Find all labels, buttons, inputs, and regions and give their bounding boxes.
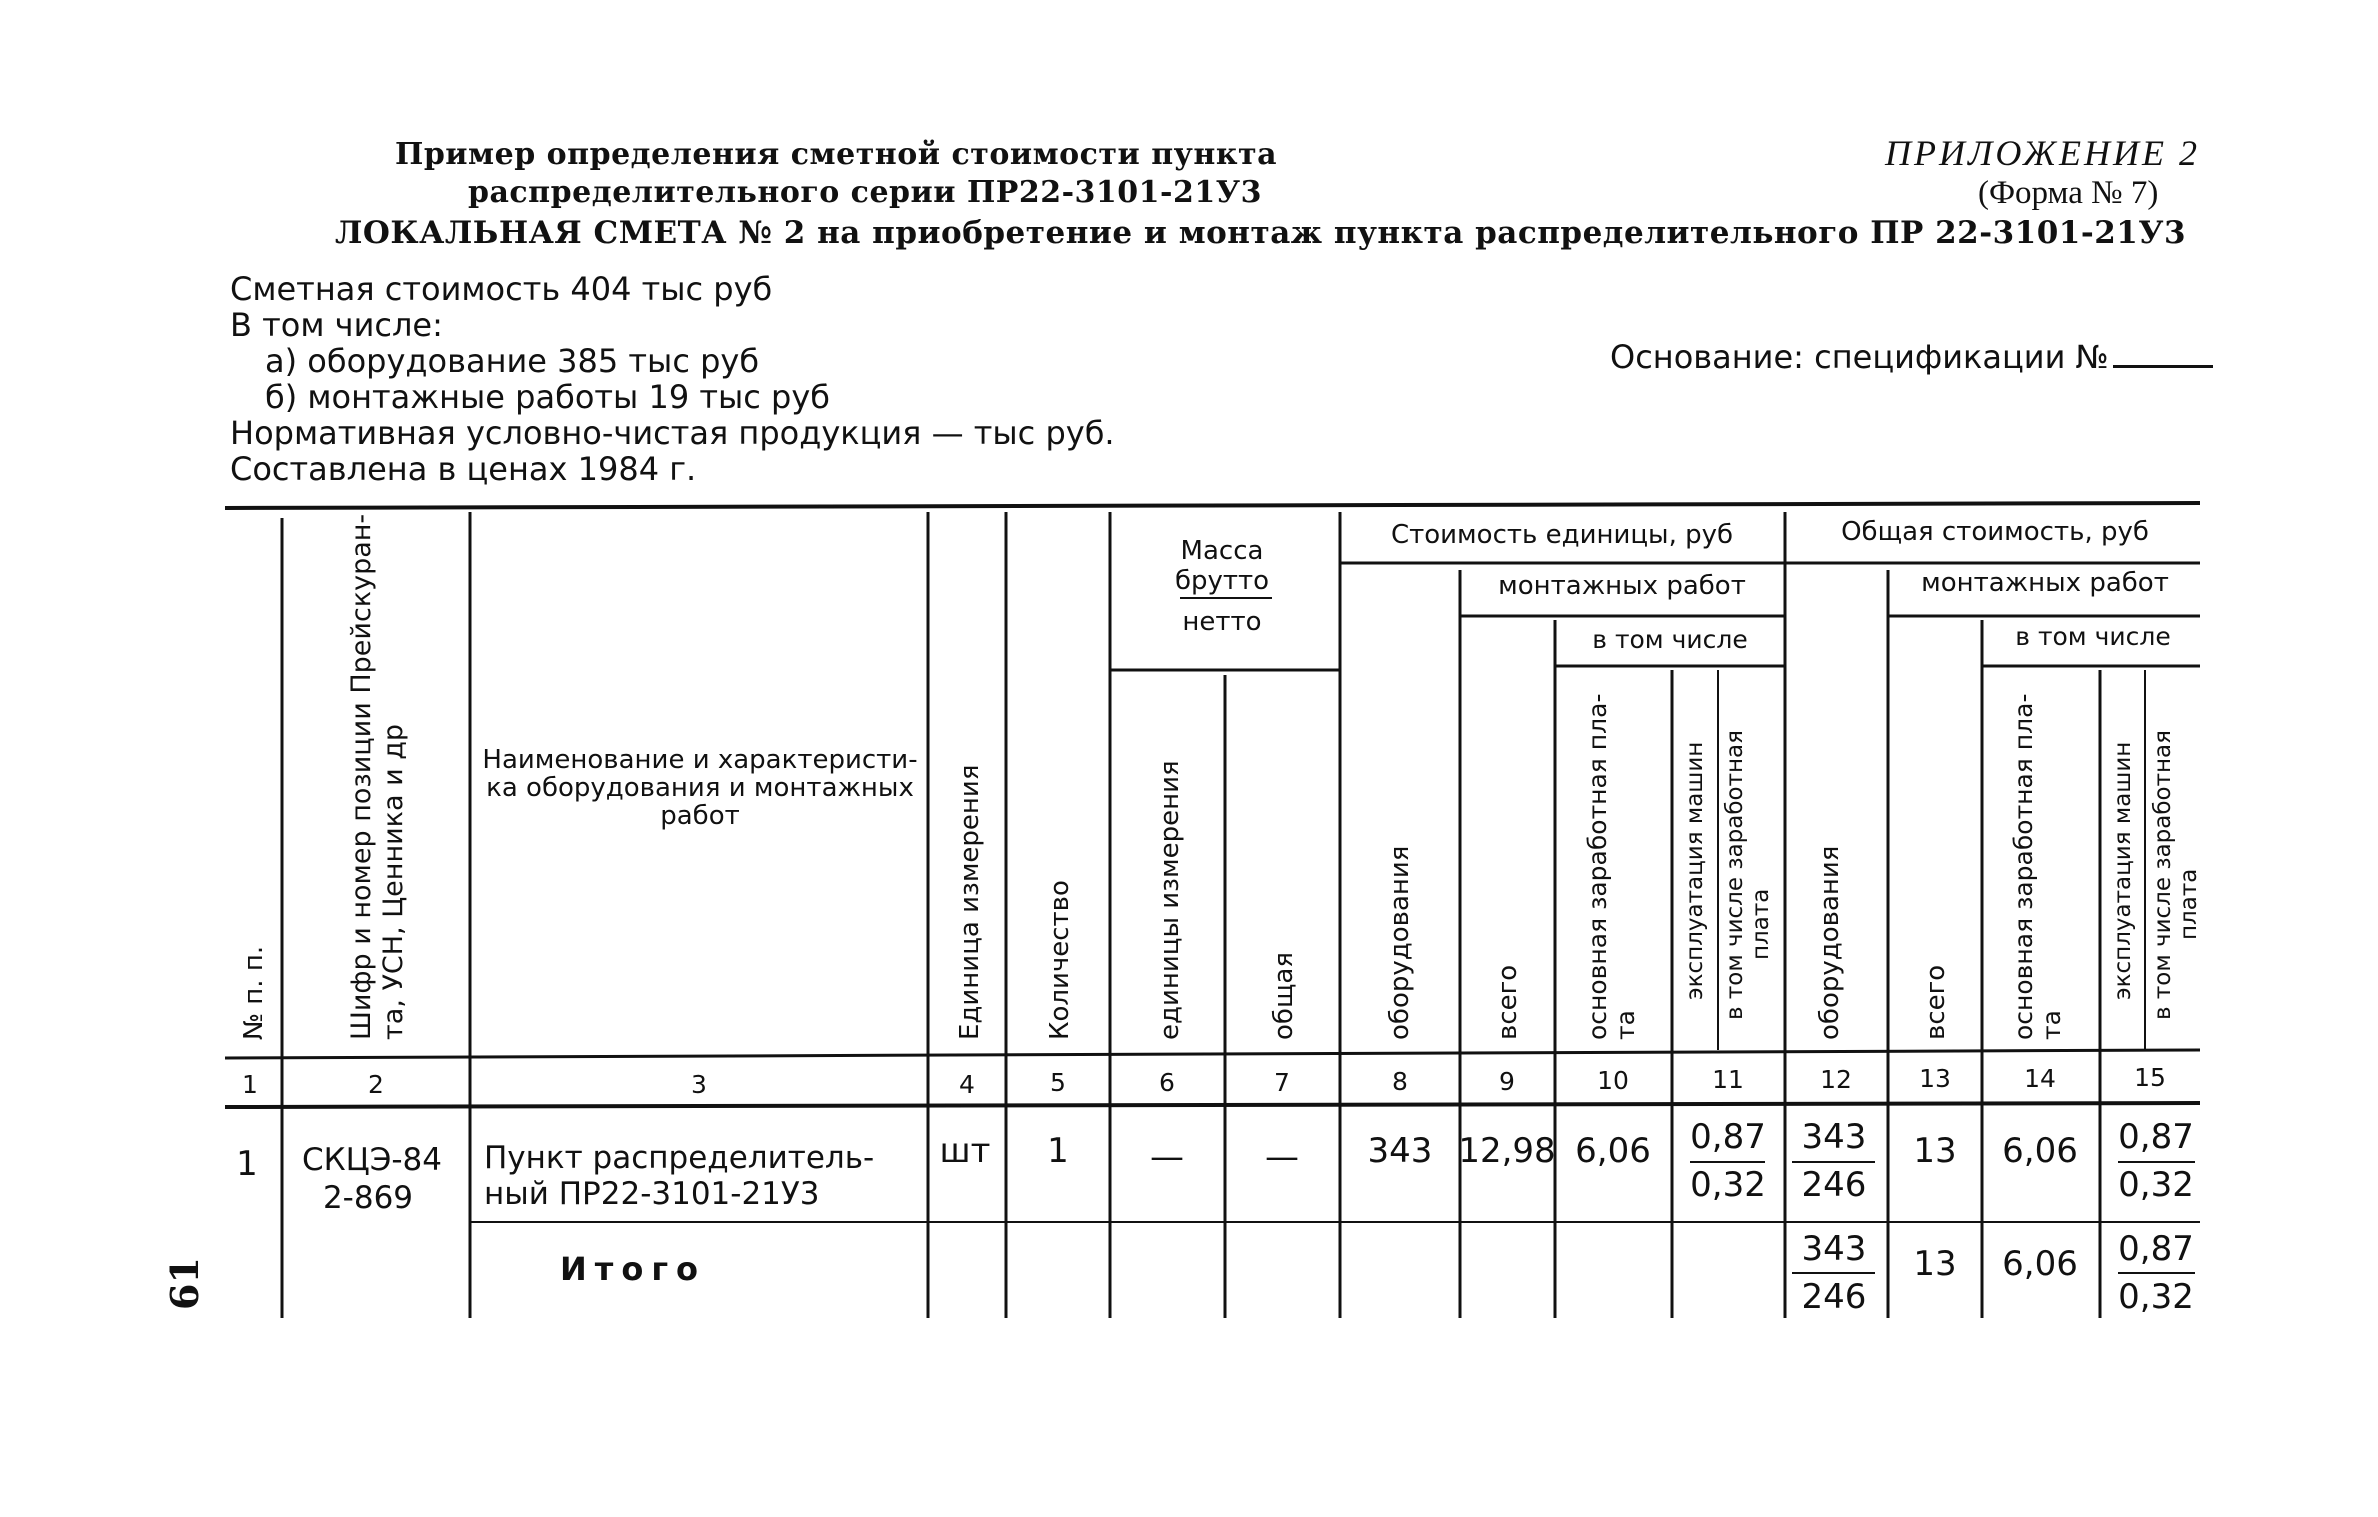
row1-total-mach-top: 0,87 bbox=[2118, 1117, 2194, 1157]
page-number: 61 bbox=[162, 1257, 207, 1310]
total-mach-wage-header-line2: плата bbox=[2176, 868, 2202, 940]
unit-header: Единица измерения bbox=[955, 764, 985, 1040]
example-title-line1: Пример определения сметной стоимости пункта bbox=[395, 137, 1278, 172]
unit-cost-header: Стоимость единицы, руб bbox=[1390, 520, 1734, 550]
total-mach-top: 0,87 bbox=[2118, 1229, 2194, 1269]
total-wage-header-line2: та bbox=[2037, 1010, 2066, 1040]
total-all: 13 bbox=[1913, 1244, 1957, 1284]
form-label: (Форма № 7) bbox=[1978, 175, 2159, 211]
col-number: 3 bbox=[691, 1070, 707, 1099]
row1-mass-total: — bbox=[1265, 1137, 1299, 1177]
col-number: 8 bbox=[1392, 1067, 1408, 1096]
name-header-line3: работ bbox=[660, 801, 740, 831]
total-equip-top: 343 bbox=[1801, 1229, 1867, 1269]
col-number: 13 bbox=[1919, 1064, 1951, 1093]
estimated-cost: Сметная стоимость 404 тыс руб bbox=[230, 270, 773, 308]
row1-num: 1 bbox=[236, 1144, 258, 1184]
row1-qty: 1 bbox=[1047, 1131, 1069, 1171]
row1-code-line1: СКЦЭ-84 bbox=[302, 1142, 442, 1178]
row1-mass-unit: — bbox=[1150, 1137, 1184, 1177]
unit-equip-header: оборудования bbox=[1385, 845, 1415, 1040]
mass-header-line3: нетто bbox=[1182, 607, 1262, 637]
total-mach-bottom: 0,32 bbox=[2118, 1277, 2194, 1317]
unit-mach-header: эксплуатация машин bbox=[1682, 741, 1708, 1000]
unit-wage-header-line1: основная заработная пла- bbox=[1583, 693, 1612, 1040]
unit-mach-wage-header-line2: плата bbox=[1748, 888, 1774, 960]
row1-unit-mach-top: 0,87 bbox=[1690, 1117, 1766, 1157]
total-incl-header: в том числе bbox=[2015, 622, 2171, 651]
total-mach-header: эксплуатация машин bbox=[2110, 741, 2136, 1000]
appendix-label: ПРИЛОЖЕНИЕ 2 bbox=[1885, 133, 2200, 173]
prices-year: Составлена в ценах 1984 г. bbox=[230, 450, 697, 488]
row1-unit: шт bbox=[939, 1131, 991, 1171]
col-number: 10 bbox=[1597, 1066, 1629, 1095]
col-number: 12 bbox=[1820, 1065, 1852, 1094]
name-header-line2: ка оборудования и монтажных bbox=[486, 773, 914, 803]
mass-header-line1: Масса bbox=[1180, 536, 1264, 566]
col-number: 15 bbox=[2134, 1063, 2166, 1092]
qty-header: Количество bbox=[1045, 880, 1075, 1040]
row1-total-wage: 6,06 bbox=[2002, 1131, 2078, 1171]
row1-name-line1: Пункт распределитель- bbox=[484, 1140, 875, 1176]
row1-name-line2: ный ПР22-3101-21У3 bbox=[484, 1176, 820, 1212]
unit-install-header: монтажных работ bbox=[1498, 571, 1746, 601]
row1-total-all: 13 bbox=[1913, 1131, 1957, 1171]
total-equip-bottom: 246 bbox=[1801, 1277, 1867, 1317]
document-title: ЛОКАЛЬНАЯ СМЕТА № 2 на приобретение и монтаж пункта распределительного ПР 22-3101-21У3 bbox=[335, 215, 2187, 251]
col-number: 7 bbox=[1274, 1068, 1290, 1097]
total-wage-header-line1: основная заработная пла- bbox=[2009, 693, 2038, 1040]
including-label: В том числе: bbox=[230, 306, 443, 344]
name-header-line1: Наименование и характеристи- bbox=[482, 745, 918, 775]
unit-mach-wage-header-line1: в том числе заработная bbox=[1722, 730, 1748, 1020]
row1-total-equip-top: 343 bbox=[1801, 1117, 1867, 1157]
row1-unit-mach-bottom: 0,32 bbox=[1690, 1165, 1766, 1205]
mass-unit-header: единицы измерения bbox=[1155, 760, 1185, 1040]
code-header-line2: та, УСН, Ценника и др bbox=[378, 723, 409, 1040]
basis-label: Основание: спецификации № bbox=[1610, 338, 2109, 376]
col-number: 2 bbox=[368, 1070, 384, 1099]
total-mach-wage-header-line1: в том числе заработная bbox=[2150, 730, 2176, 1020]
row1-code-line2: 2-869 bbox=[322, 1180, 414, 1216]
col-number: 6 bbox=[1159, 1068, 1175, 1097]
row1-total-equip-bottom: 246 bbox=[1801, 1165, 1867, 1205]
col-number: 4 bbox=[959, 1070, 975, 1099]
total-cost-header: Общая стоимость, руб bbox=[1841, 517, 2149, 547]
equipment-cost: а) оборудование 385 тыс руб bbox=[265, 342, 760, 380]
row1-unit-wage: 6,06 bbox=[1575, 1131, 1651, 1171]
total-label: Итого bbox=[560, 1250, 707, 1288]
unit-wage-header-line2: та bbox=[1611, 1010, 1640, 1040]
mass-total-header: общая bbox=[1269, 951, 1299, 1040]
normative-production: Нормативная условно-чистая продукция — тыс руб. bbox=[230, 414, 1115, 452]
row1-unit-all: 12,98 bbox=[1458, 1131, 1556, 1171]
total-all-header: всего bbox=[1921, 964, 1951, 1040]
col-number: 5 bbox=[1050, 1068, 1066, 1097]
col-number: 9 bbox=[1499, 1067, 1515, 1096]
num-header: № п. п. bbox=[239, 945, 269, 1040]
col-number: 11 bbox=[1712, 1065, 1744, 1094]
col-number: 14 bbox=[2024, 1064, 2056, 1093]
total-equip-header: оборудования bbox=[1815, 845, 1845, 1040]
mass-header-line2: брутто bbox=[1174, 566, 1270, 596]
example-title-line2: распределительного серии ПР22-3101-21У3 bbox=[468, 175, 1262, 210]
installation-cost: б) монтажные работы 19 тыс руб bbox=[265, 378, 831, 416]
row1-total-mach-bottom: 0,32 bbox=[2118, 1165, 2194, 1205]
row1-unit-equip: 343 bbox=[1367, 1131, 1433, 1171]
col-number: 1 bbox=[242, 1070, 258, 1099]
unit-all-header: всего bbox=[1493, 964, 1523, 1040]
total-install-header: монтажных работ bbox=[1921, 568, 2169, 598]
code-header-line1: Шифр и номер позиции Прейскуран- bbox=[346, 513, 377, 1040]
unit-incl-header: в том числе bbox=[1592, 625, 1748, 654]
total-wage: 6,06 bbox=[2002, 1244, 2078, 1284]
